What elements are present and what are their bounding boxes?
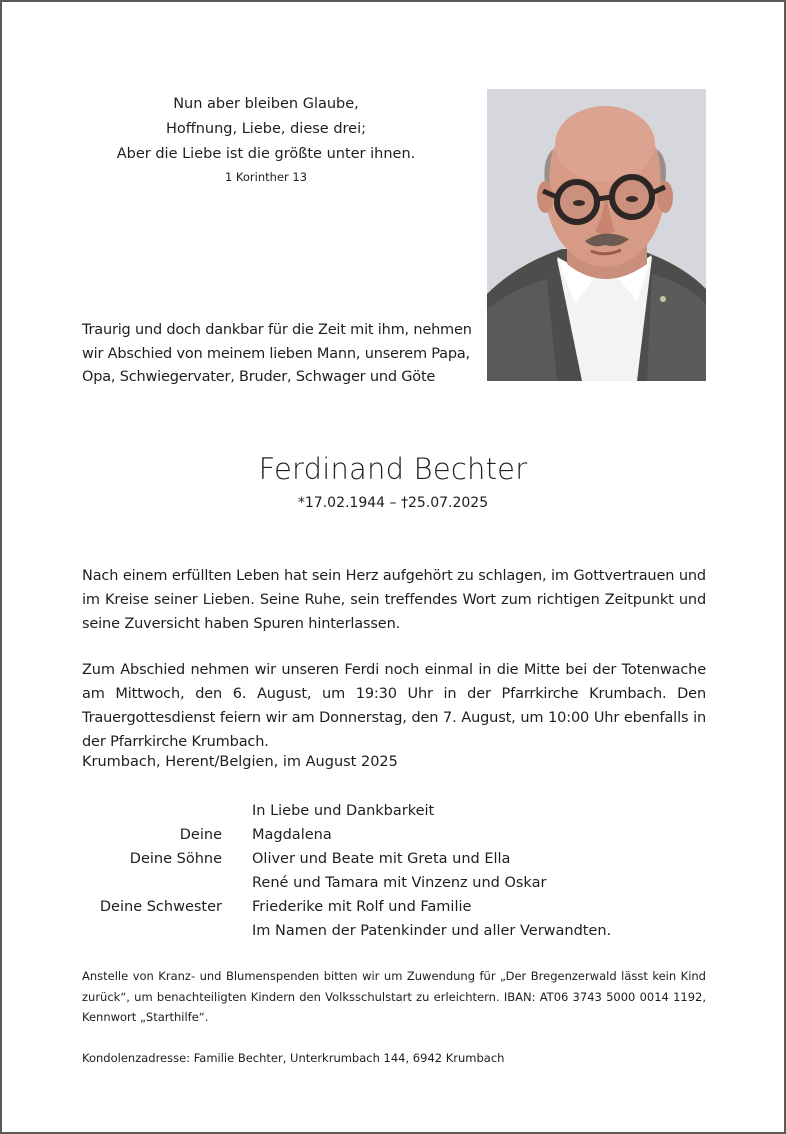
signature-row (2, 827, 784, 851)
signature-value: Magdalena (252, 827, 332, 843)
signature-row (2, 899, 784, 923)
portrait-photo (487, 89, 706, 381)
signature-value: Friederike mit Rolf und Familie (252, 899, 472, 915)
paragraph-life: Nach einem erfüllten Leben hat sein Herz aufgehört zu schlagen, im Gottvertrauen und im Kreise seiner Lieben. Seine Ruhe, sein treffendes Wort zum richtigen Zeitpunkt und seine Zuversicht haben Spuren hinterlassen. (82, 568, 706, 632)
verse-line-2: Hoffnung, Liebe, diese drei; (165, 121, 367, 137)
life-dates: *17.02.1944 – †25.07.2025 (297, 495, 489, 511)
verse-line-1: Nun aber bleiben Glaube, (173, 96, 359, 112)
signature-row (2, 851, 784, 875)
signature-label: Deine Söhne (129, 851, 222, 867)
intro-text (82, 319, 472, 390)
intro-line-3: Opa, Schwiegervater, Bruder, Schwager und Göte (82, 369, 436, 385)
verse-reference: 1 Korinther 13 (224, 170, 308, 184)
signature-row (2, 875, 784, 899)
signature-label: Deine Schwester (99, 899, 222, 915)
signature-label: Deine (179, 827, 222, 843)
bible-verse (82, 92, 450, 187)
signature-closing: In Liebe und Dankbarkeit (252, 803, 435, 819)
paragraph-services: Zum Abschied nehmen wir unseren Ferdi noch einmal in die Mitte bei der Totenwache am Mittwoch, den 6. August, um 19:30 Uhr in der Pfarrkirche Krumbach. Den Trauergottesdienst feiern wir am Donnerstag, den 7. August, um 10:00 Uhr ebenfalls in der Pfarrkirche Krumbach. (82, 662, 706, 750)
signature-closing-row (2, 803, 784, 827)
verse-line-3: Aber die Liebe ist die größte unter ihnen. (116, 146, 416, 162)
signature-row (2, 923, 784, 947)
condolence-address: Kondolenzadresse: Familie Bechter, Unterkrumbach 144, 6942 Krumbach (82, 1051, 505, 1065)
signature-value: Im Namen der Patenkinder und aller Verwandten. (252, 923, 612, 939)
portrait-illustration (487, 89, 706, 381)
signature-value: René und Tamara mit Vinzenz und Oskar (252, 875, 547, 891)
signature-value: Oliver und Beate mit Greta und Ella (252, 851, 511, 867)
intro-line-1: Traurig und doch dankbar für die Zeit mit ihm, nehmen (82, 322, 472, 338)
donation-note: Anstelle von Kranz- und Blumenspenden bitten wir um Zuwendung für „Der Bregenzerwald lässt kein Kind zurück“, um benachteiligten Kindern den Volksschulstart zu erleichtern. IBAN: AT06 3743 5000 0014 1192, Kennwort „Starthilfe“. (82, 969, 706, 1024)
deceased-name: Ferdinand Bechter (258, 452, 528, 486)
place-and-date: Krumbach, Herent/Belgien, im August 2025 (82, 754, 398, 770)
intro-line-2: wir Abschied von meinem lieben Mann, unserem Papa, (82, 345, 470, 362)
